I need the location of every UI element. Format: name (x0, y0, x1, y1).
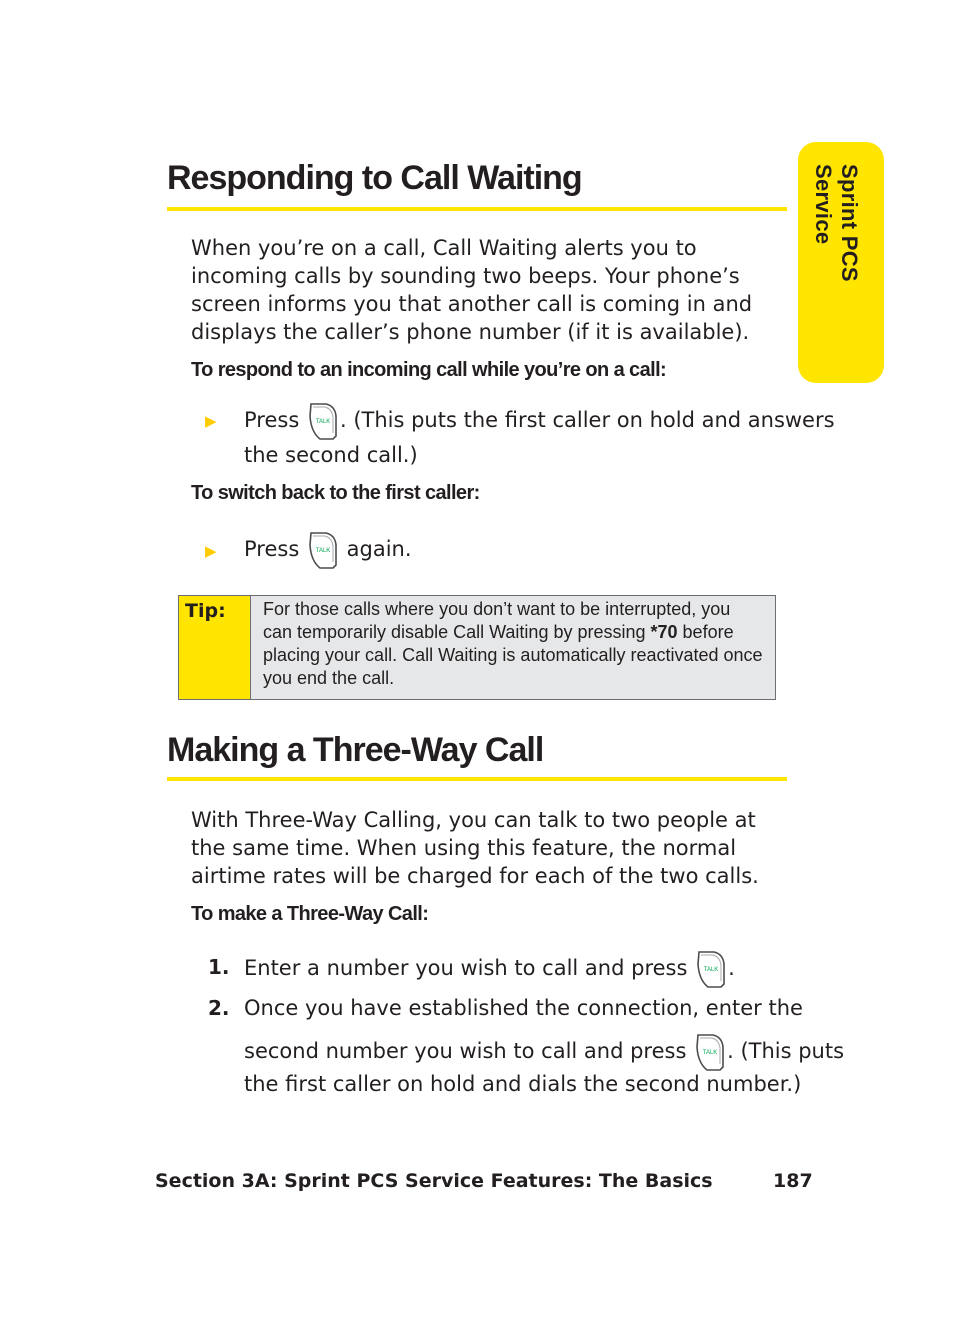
subhead-make-three-way: To make a Three-Way Call: (191, 903, 429, 925)
bullet-icon: ▶ (205, 412, 217, 430)
side-tab (798, 142, 884, 383)
side-tab-label: Sprint PCS Service (811, 164, 862, 282)
page-number: 187 (773, 1170, 813, 1192)
item-text: the second call.) (244, 443, 418, 467)
section-heading-three-way: Making a Three-Way Call (167, 731, 544, 769)
heading-rule (167, 777, 787, 781)
item-text: Enter a number you wish to call and press (244, 956, 688, 980)
section-heading-call-waiting: Responding to Call Waiting (167, 159, 582, 197)
svg-text:TALK: TALK (315, 548, 331, 554)
svg-text:TALK: TALK (315, 419, 331, 425)
item-text: the first caller on hold and dials the second number.) (244, 1072, 802, 1096)
subhead-switch-back: To switch back to the first caller: (191, 482, 480, 504)
item-text: Once you have established the connection, enter the (244, 996, 803, 1020)
item-text: Press (244, 537, 300, 561)
talk-key-icon (308, 402, 338, 440)
tip-box (178, 595, 776, 700)
item-text: again. (346, 537, 412, 561)
subhead-respond: To respond to an incoming call while you’re on a call: (191, 359, 667, 381)
step-number: 2. (208, 996, 230, 1020)
footer-section-title: Section 3A: Sprint PCS Service Features: The Basics (155, 1170, 713, 1192)
tip-label: Tip: (185, 600, 226, 622)
item-text: Press (244, 408, 300, 432)
item-text: . (This puts (727, 1039, 845, 1063)
svg-text:TALK: TALK (703, 967, 719, 973)
item-text: . (728, 956, 735, 980)
talk-key-icon (696, 950, 726, 988)
svg-text:TALK: TALK (702, 1050, 718, 1056)
heading-rule (167, 207, 787, 211)
item-text: second number you wish to call and press (244, 1039, 687, 1063)
tip-label-cell (179, 596, 251, 699)
bullet-icon: ▶ (205, 542, 217, 560)
talk-key-icon (695, 1033, 725, 1071)
call-waiting-intro: When you’re on a call, Call Waiting alerts you to incoming calls by sounding two beeps. Your phone’s screen informs you that another call is coming in and displays the caller’s phone number (if it is available). (191, 236, 753, 344)
item-text: . (This puts the first caller on hold and answers (339, 408, 835, 432)
tip-code: *70 (650, 622, 678, 642)
tip-text: For those calls where you don’t want to be interrupted, you can temporarily disable Call Waiting by pressing *70 before placing your call. Call Waiting is automatically reactivated once you end the call. (263, 599, 763, 688)
three-way-intro: With Three-Way Calling, you can talk to two people at the same time. When using this feature, the normal airtime rates will be charged for each of the two calls. (191, 808, 759, 888)
talk-key-icon (308, 531, 338, 569)
step-number: 1. (208, 955, 230, 979)
